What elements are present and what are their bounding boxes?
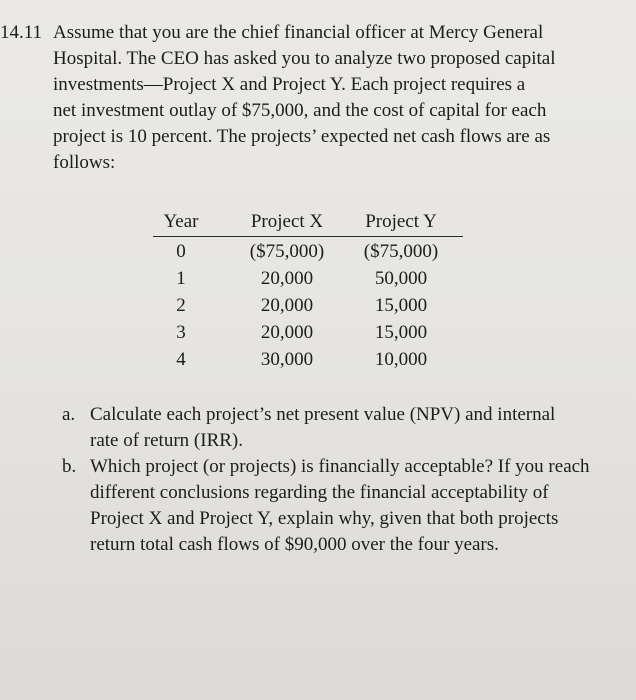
project-y-cell: 10,000	[374, 349, 428, 370]
table-header	[153, 210, 463, 237]
question-label: b.	[62, 456, 77, 477]
table-body	[153, 237, 463, 373]
statement-line: follows:	[53, 152, 116, 173]
year-cell: 1	[176, 268, 186, 289]
statement-line: net investment outlay of $75,000, and the cost of capital for each	[53, 100, 547, 121]
question-line: different conclusions regarding the financial acceptability of	[90, 482, 549, 503]
header-year: Year	[163, 211, 199, 232]
year-cell: 2	[176, 295, 186, 316]
question-line: rate of return (IRR).	[90, 430, 243, 451]
statement-line: Hospital. The CEO has asked you to analyze two proposed capital	[53, 48, 556, 69]
statement-line: Assume that you are the chief financial officer at Mercy General	[53, 22, 544, 43]
header-project-x: Project X	[250, 211, 324, 232]
question-line: Which project (or projects) is financially acceptable? If you reach	[90, 456, 590, 477]
question-line: Project X and Project Y, explain why, given that both projects	[90, 508, 559, 529]
table-row	[153, 265, 463, 292]
table-row	[153, 319, 463, 346]
table-row	[153, 292, 463, 319]
project-y-cell: 15,000	[374, 322, 428, 343]
header-project-y: Project Y	[365, 211, 437, 232]
question-b	[60, 454, 630, 558]
project-x-cell: 20,000	[260, 268, 314, 289]
question-label: a.	[62, 404, 76, 425]
cash-flow-table	[153, 210, 463, 373]
project-x-cell: ($75,000)	[249, 241, 325, 262]
problem-statement	[53, 20, 628, 176]
question-list	[60, 402, 630, 558]
question-a	[60, 402, 630, 454]
project-x-cell: 20,000	[260, 295, 314, 316]
project-y-cell: ($75,000)	[363, 241, 439, 262]
question-line: Calculate each project’s net present value (NPV) and internal	[90, 404, 556, 425]
year-cell: 4	[176, 349, 186, 370]
project-x-cell: 20,000	[260, 322, 314, 343]
table-row	[153, 346, 463, 373]
project-x-cell: 30,000	[260, 349, 314, 370]
year-cell: 0	[176, 241, 186, 262]
year-cell: 3	[176, 322, 186, 343]
table-row	[153, 238, 463, 265]
project-y-cell: 15,000	[374, 295, 428, 316]
question-line: return total cash flows of $90,000 over the four years.	[90, 534, 499, 555]
statement-line: investments—Project X and Project Y. Each project requires a	[53, 74, 526, 95]
project-y-cell: 50,000	[374, 268, 428, 289]
problem-number: 14.11	[0, 22, 43, 43]
statement-line: project is 10 percent. The projects’ expected net cash flows are as	[53, 126, 551, 147]
